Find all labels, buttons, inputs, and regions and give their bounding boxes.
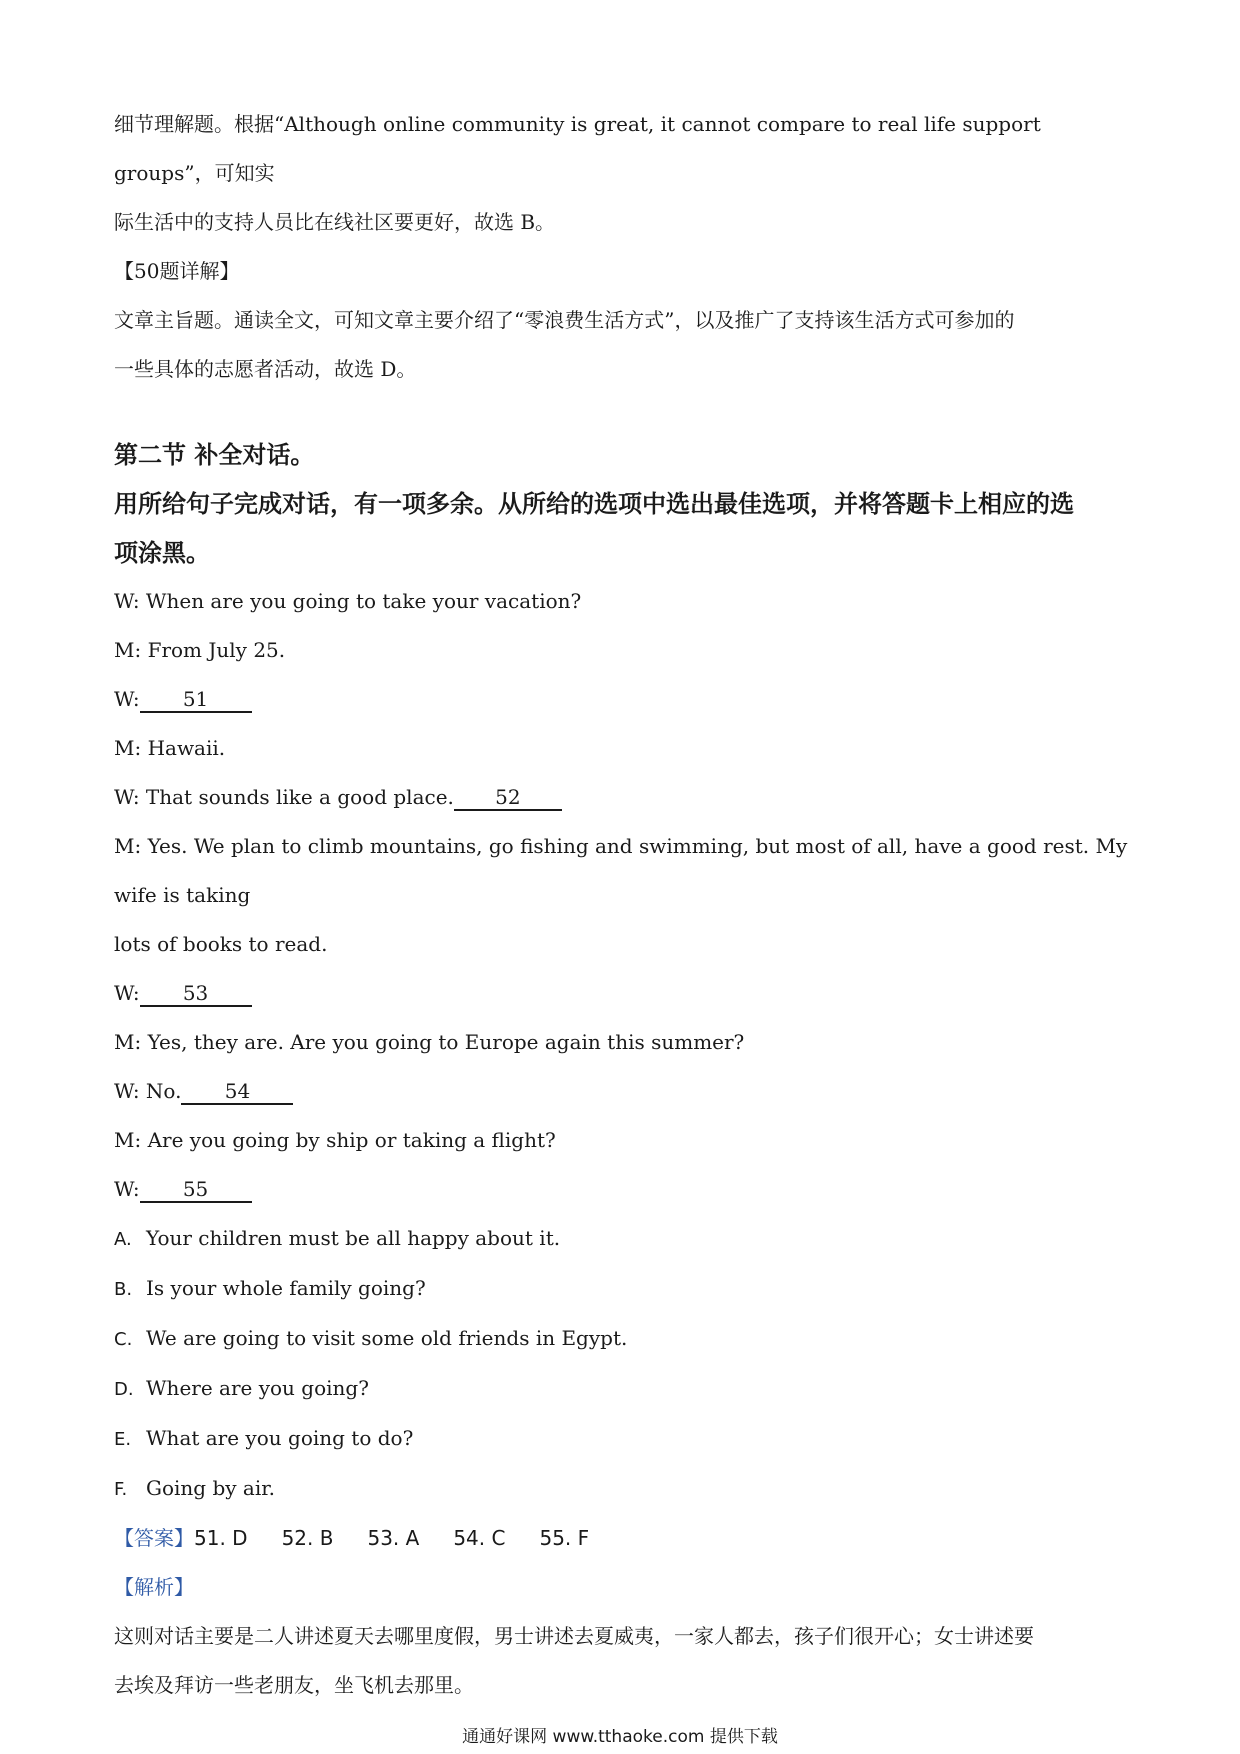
option-text: Going by air.: [146, 1476, 275, 1500]
option-text: Your children must be all happy about it.: [146, 1226, 561, 1250]
option-a[interactable]: [114, 1214, 1134, 1264]
dialogue-line-5-text: W: That sounds like a good place.: [114, 785, 454, 809]
blank-52[interactable]: 52: [454, 785, 562, 811]
dialogue-line-2: M: From July 25.: [114, 638, 286, 662]
option-text: Where are you going?: [146, 1376, 369, 1400]
option-c[interactable]: [114, 1314, 1134, 1364]
answer-item: 53. A: [367, 1526, 420, 1550]
dialogue-line-11: [114, 1165, 1134, 1214]
option-e[interactable]: [114, 1414, 1134, 1464]
dialogue-line-6a: M: Yes. We plan to climb mountains, go fishing and swimming, but most of all, have a good rest. My wife is taking: [114, 834, 1128, 907]
answer-item: 54. C: [453, 1526, 506, 1550]
dialogue-line-5: [114, 773, 1134, 822]
analysis-line-1: 这则对话主要是二人讲述夏天去哪里度假，男士讲述去夏威夷，一家人都去，孩子们很开心；女士讲述要: [114, 1624, 1034, 1648]
option-letter: E.: [114, 1429, 132, 1450]
answer-tag: 【答案】: [114, 1526, 194, 1550]
dialogue-line-3: [114, 675, 1134, 724]
options-list: [114, 1214, 1134, 1514]
option-d[interactable]: [114, 1364, 1134, 1414]
dialogue-line-9: [114, 1067, 1134, 1116]
prev-answer-line-1: 细节理解题。根据“Although online community is great, it cannot compare to real life support groups”，可知实: [114, 112, 1041, 185]
speaker-prefix: W:: [114, 981, 140, 1005]
option-letter: C.: [114, 1329, 133, 1350]
blank-54[interactable]: 54: [181, 1079, 293, 1105]
dialogue-line-4: M: Hawaii.: [114, 736, 226, 760]
q50-explain-line-2: 一些具体的志愿者活动，故选 D。: [114, 357, 417, 381]
dialogue-line-10: M: Are you going by ship or taking a flight?: [114, 1128, 556, 1152]
answer-item: 55. F: [539, 1526, 590, 1550]
dialogue-line-9-text: W: No.: [114, 1079, 182, 1103]
section-title: 第二节 补全对话。: [114, 440, 315, 469]
dialogue-line-8: M: Yes, they are. Are you going to Europe again this summer?: [114, 1030, 745, 1054]
q50-title: 【50题详解】: [114, 259, 240, 283]
option-b[interactable]: [114, 1264, 1134, 1314]
dialogue-line-6b: lots of books to read.: [114, 932, 328, 956]
speaker-prefix: W:: [114, 687, 140, 711]
answer-item: 52. B: [281, 1526, 334, 1550]
blank-53[interactable]: 53: [140, 981, 252, 1007]
option-letter: F.: [114, 1479, 128, 1500]
answer-row: [114, 1514, 1134, 1563]
section-instruction-line-2: 项涂黑。: [114, 538, 210, 567]
blank-55[interactable]: 55: [140, 1177, 252, 1203]
analysis-line-2: 去埃及拜访一些老朋友，坐飞机去那里。: [114, 1673, 474, 1697]
option-letter: B.: [114, 1279, 133, 1300]
page-footer: 通通好课网 www.tthaoke.com 提供下载: [462, 1727, 778, 1747]
dialogue-line-1: W: When are you going to take your vacation?: [114, 589, 582, 613]
option-text: Is your whole family going?: [146, 1276, 426, 1300]
option-text: We are going to visit some old friends in Egypt.: [146, 1326, 628, 1350]
option-letter: A.: [114, 1229, 132, 1250]
prev-answer-line-2: 际生活中的支持人员比在线社区要更好，故选 B。: [114, 210, 556, 234]
document-page: [114, 100, 1134, 1710]
option-letter: D.: [114, 1379, 134, 1400]
answer-item: 51. D: [194, 1526, 248, 1550]
section-instruction-line-1: 用所给句子完成对话，有一项多余。从所给的选项中选出最佳选项，并将答题卡上相应的选: [114, 489, 1074, 518]
dialogue-line-7: [114, 969, 1134, 1018]
speaker-prefix: W:: [114, 1177, 140, 1201]
option-text: What are you going to do?: [146, 1426, 414, 1450]
analysis-tag: 【解析】: [114, 1575, 194, 1599]
blank-51[interactable]: 51: [140, 687, 252, 713]
q50-explain-line-1: 文章主旨题。通读全文，可知文章主要介绍了“零浪费生活方式”，以及推广了支持该生活方式可参加的: [114, 308, 1015, 332]
option-f[interactable]: [114, 1464, 1134, 1514]
analysis-tag-row: [114, 1563, 1134, 1612]
